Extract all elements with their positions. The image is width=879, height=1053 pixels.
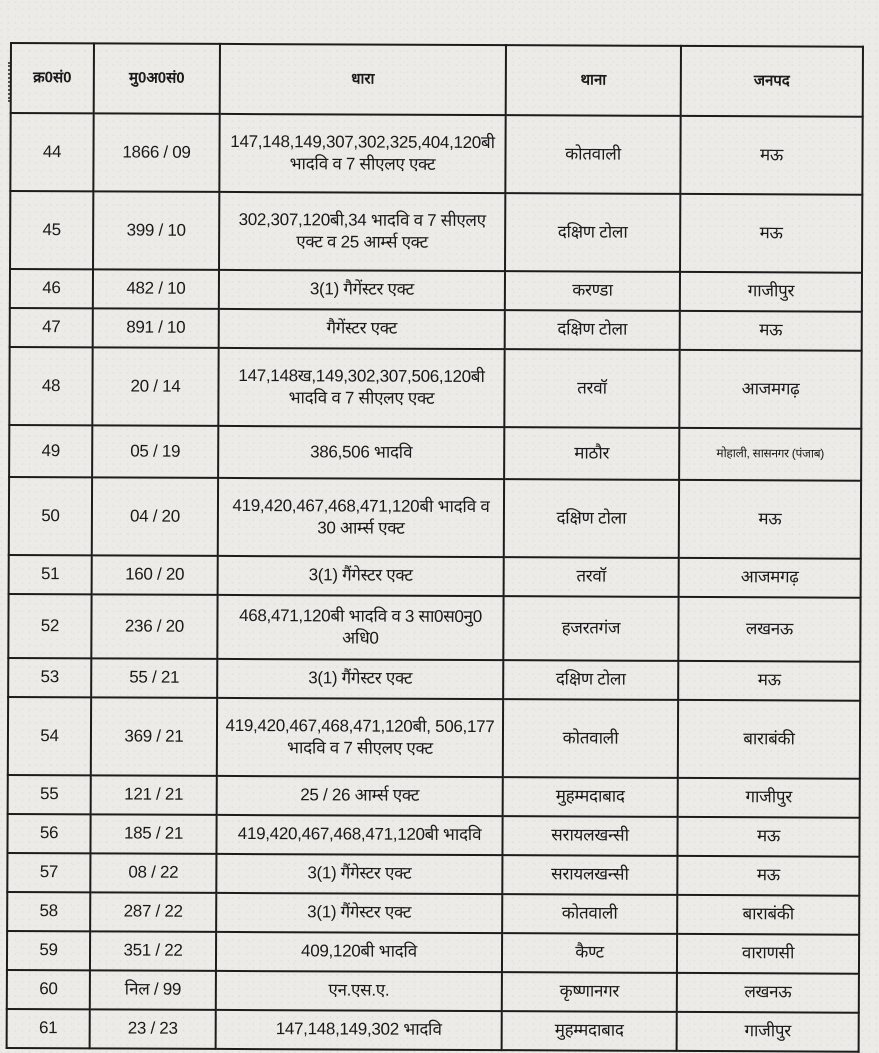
cell-dhara: एन.एस.ए. <box>216 971 502 1011</box>
table-row <box>7 853 859 896</box>
case-record-table <box>6 42 864 1053</box>
cell-case-number: 351 / 22 <box>90 931 216 971</box>
cell-janpad: मऊ <box>678 661 860 701</box>
cell-dhara: 409,120बी भादवि <box>216 932 502 972</box>
cell-janpad: गाजीपुर <box>677 1012 859 1052</box>
document-sheet <box>10 42 862 1049</box>
header-dhara: धारा <box>220 44 506 115</box>
cell-thana: कोतवाली <box>503 699 678 778</box>
cell-janpad: मऊ <box>677 856 859 896</box>
cell-thana: करण्डा <box>505 271 680 311</box>
cell-thana: दक्षिण टोला <box>505 193 680 272</box>
cell-serial: 56 <box>7 814 90 853</box>
cell-thana: कृष्णानगर <box>502 972 677 1012</box>
cell-dhara: 3(1) गैंगेस्टर एक्ट <box>218 556 504 596</box>
cell-dhara: 3(1) गैंगेस्टर एक्ट <box>216 893 502 933</box>
cell-dhara: 25 / 26 आर्म्स एक्ट <box>217 776 503 816</box>
cell-thana: हजरतगंज <box>503 596 678 661</box>
cell-serial: 49 <box>9 425 92 477</box>
cell-janpad: वाराणसी <box>677 934 859 974</box>
cell-thana: दक्षिण टोला <box>503 660 678 700</box>
table-row <box>9 555 861 598</box>
cell-case-number: 20 / 14 <box>92 347 218 426</box>
table-row <box>7 814 859 857</box>
cell-case-number: 05 / 19 <box>92 425 218 478</box>
cell-janpad: मऊ <box>680 311 862 351</box>
cell-case-number: 23 / 23 <box>90 1009 216 1049</box>
cell-dhara: 419,420,467,468,471,120बी, 506,177 भादवि व 7 सीएलए एक्ट <box>217 698 503 777</box>
cell-serial: 50 <box>9 477 92 555</box>
cell-case-number: 55 / 21 <box>91 658 217 698</box>
cell-serial: 61 <box>7 1009 90 1048</box>
cell-serial: 53 <box>8 658 91 697</box>
cell-janpad: मऊ <box>680 116 862 195</box>
cell-serial: 57 <box>7 853 90 892</box>
cell-serial: 55 <box>8 775 91 814</box>
cell-dhara: 302,307,120बी,34 भादवि व 7 सीएलए एक्ट व 25 आर्म्स एक्ट <box>219 192 505 271</box>
table-row <box>9 347 861 429</box>
table-row <box>8 775 860 818</box>
header-case-number: मु0अ0सं0 <box>94 43 220 114</box>
cell-dhara: 419,420,467,468,471,120बी भादवि <box>216 815 502 855</box>
cell-dhara: 147,148,149,302 भादवि <box>216 1010 502 1050</box>
cell-serial: 44 <box>10 113 93 191</box>
cell-serial: 46 <box>10 269 93 308</box>
cell-serial: 60 <box>7 970 90 1009</box>
cell-dhara: गैगेंस्टर एक्ट <box>219 309 505 349</box>
table-row <box>7 970 859 1013</box>
cell-thana: माठौर <box>504 427 679 480</box>
cell-thana: दक्षिण टोला <box>505 310 680 350</box>
cell-janpad: लखनऊ <box>677 973 859 1013</box>
cell-case-number: 287 / 22 <box>90 892 216 932</box>
cell-thana: मुहम्मदाबाद <box>503 777 678 817</box>
header-serial: क्र0सं0 <box>11 43 94 113</box>
cell-dhara: 147,148,149,307,302,325,404,120बी भादवि व 7 सीएलए एक्ट <box>219 114 505 193</box>
cell-serial: 52 <box>8 594 91 658</box>
header-janpad: जनपद <box>681 46 863 117</box>
cell-case-number: 185 / 21 <box>90 814 216 854</box>
table-row <box>7 931 859 974</box>
cell-dhara: 147,148ख,149,302,307,506,120बी भादवि व 7 सीएलए एक्ट <box>218 348 504 427</box>
table-row <box>7 892 859 935</box>
cell-janpad: मोहाली, सासनगर (पंजाब) <box>679 428 861 481</box>
cell-janpad: आजमगढ़ <box>679 558 861 598</box>
cell-janpad: मऊ <box>677 817 859 857</box>
cell-case-number: 160 / 20 <box>92 555 218 595</box>
cell-thana: सरायलखन्सी <box>502 816 677 856</box>
cell-janpad: मऊ <box>679 480 861 559</box>
cell-dhara: 419,420,467,468,471,120बी भादवि व 30 आर्म्स एक्ट <box>218 478 504 557</box>
table-row <box>9 425 861 481</box>
cell-serial: 59 <box>7 931 90 970</box>
cell-dhara: 3(1) गैंगेस्टर एक्ट <box>216 854 502 894</box>
cell-dhara: 386,506 भादवि <box>218 426 504 479</box>
cell-janpad: आजमगढ़ <box>679 350 861 429</box>
cell-dhara: 468,471,120बी भादवि व 3 सा0स0नु0 अधि0 <box>217 595 503 660</box>
cell-case-number: 04 / 20 <box>92 477 218 556</box>
cell-serial: 48 <box>9 347 92 425</box>
cell-janpad: मऊ <box>680 194 862 273</box>
table-row <box>10 308 862 351</box>
cell-case-number: 1866 / 09 <box>93 113 219 192</box>
table-row <box>10 113 862 195</box>
cell-thana: मुहम्मदाबाद <box>502 1011 677 1051</box>
cell-thana: कोतवाली <box>502 894 677 934</box>
table-header-row <box>11 43 863 117</box>
cell-janpad: गाजीपुर <box>680 272 862 312</box>
table-row <box>7 1009 859 1052</box>
cell-thana: दक्षिण टोला <box>504 479 679 558</box>
cell-serial: 58 <box>7 892 90 931</box>
cell-serial: 51 <box>9 555 92 594</box>
cell-case-number: 891 / 10 <box>93 308 219 348</box>
cell-thana: कैण्ट <box>502 933 677 973</box>
cell-serial: 45 <box>10 191 93 269</box>
cell-case-number: 121 / 21 <box>91 775 217 815</box>
cell-serial: 54 <box>8 697 91 775</box>
cell-case-number: 399 / 10 <box>93 191 219 270</box>
cell-janpad: लखनऊ <box>678 597 860 662</box>
cell-thana: कोतवाली <box>505 115 680 194</box>
cell-thana: सरायलखन्सी <box>502 855 677 895</box>
header-thana: थाना <box>506 45 681 116</box>
cell-janpad: गाजीपुर <box>678 778 860 818</box>
table-row <box>8 594 860 662</box>
cell-janpad: बाराबंकी <box>677 895 859 935</box>
table-row <box>8 697 860 779</box>
table-row <box>10 191 862 273</box>
cell-thana: तरवॉ <box>504 349 679 428</box>
table-row <box>10 269 862 312</box>
cell-dhara: 3(1) गैंगेस्टर एक्ट <box>217 659 503 699</box>
cell-serial: 47 <box>10 308 93 347</box>
cell-case-number: 08 / 22 <box>90 853 216 893</box>
cell-case-number: 369 / 21 <box>91 697 217 776</box>
cell-thana: तरवॉ <box>504 557 679 597</box>
table-row <box>9 477 861 559</box>
cell-case-number: 482 / 10 <box>93 269 219 309</box>
table-body <box>7 113 863 1052</box>
table-row <box>8 658 860 701</box>
cell-case-number: 236 / 20 <box>91 594 217 659</box>
cell-dhara: 3(1) गैगेंस्टर एक्ट <box>219 270 505 310</box>
cell-janpad: बाराबंकी <box>678 700 860 779</box>
cell-case-number: निल / 99 <box>90 970 216 1010</box>
